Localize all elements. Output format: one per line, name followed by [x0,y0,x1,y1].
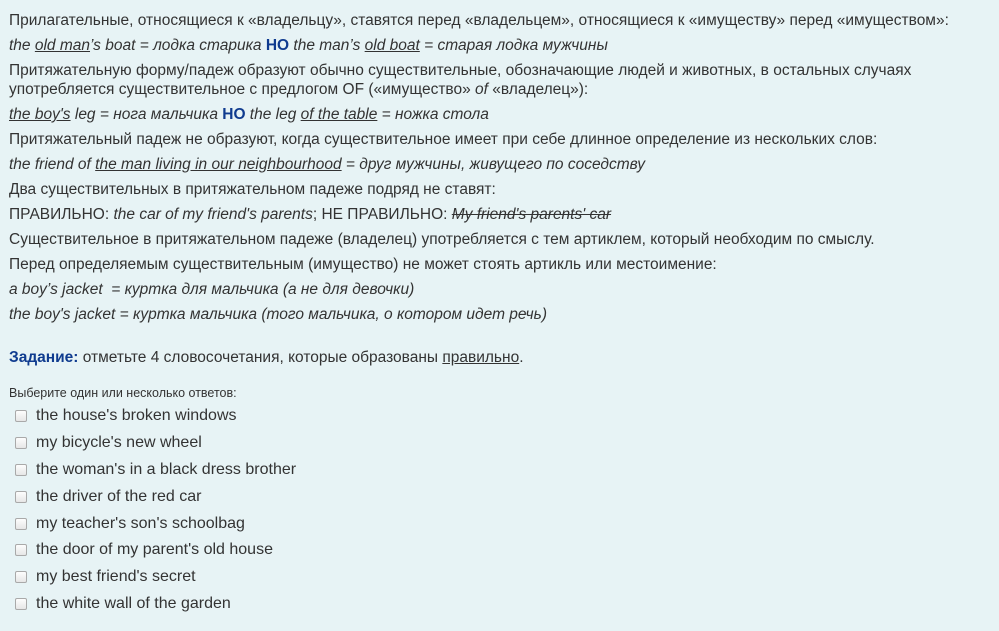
answer-option[interactable] [9,537,999,564]
checkbox[interactable] [15,544,27,556]
example-underlined: the boy's [9,106,71,123]
incorrect-label: ; НЕ ПРАВИЛЬНО: [312,206,452,223]
contrast-marker: НО [222,106,246,123]
rule-text: употребляется существительное с предлогом OF («имущество» [9,81,476,98]
task-statement [9,349,999,367]
option-label[interactable]: my teacher's son's schoolbag [36,514,245,532]
checkbox[interactable] [15,410,27,422]
rule-no-article: Перед определяемым существительным (имущество) не может стоять артикль или местоимение: [9,256,717,273]
task-emphasis: правильно [442,349,520,366]
rule-double-possessive: Два существительных в притяжательном падеже подряд не ставят: [9,181,496,198]
answer-list [9,403,999,617]
option-label[interactable]: the house's broken windows [36,407,237,425]
rule-text: «владелец»): [487,81,589,98]
option-label[interactable]: the woman's in a black dress brother [36,460,297,478]
example-text [246,106,489,123]
example-part: = друг мужчины, живущего по соседству [341,156,645,173]
example-jacket-the [9,305,999,324]
answer-option[interactable] [9,457,999,484]
example-possessive [9,105,999,124]
task-label: Задание: [9,349,79,366]
task-text: . [519,349,524,366]
rule-long-definition: Притяжательный падеж не образуют, когда существительное имеет при себе длинное определение из нескольких слов: [9,131,878,148]
example-text [9,106,222,123]
answer-option[interactable] [9,430,999,457]
example-underlined: old boat [364,37,420,54]
example-underlined: the man living in our neighbourhood [95,156,342,173]
answer-option[interactable] [9,403,999,430]
example-text [9,156,645,173]
rule-article: Существительное в притяжательном падеже (владелец) употребляется с тем артиклем, который необходим по смыслу. [9,231,875,248]
example-part: = старая лодка мужчины [419,37,608,54]
example-text [289,37,608,54]
contrast-marker: НО [265,37,290,54]
example-part: leg = нога мальчика [70,106,223,123]
checkbox[interactable] [15,464,27,476]
option-label[interactable]: the door of my parent's old house [36,541,273,559]
example-text: the boy's jacket = куртка мальчика (того мальчика, о котором идет речь) [9,306,547,323]
example-part: ’s boat = лодка старика [90,37,266,54]
option-label[interactable]: the driver of the red car [36,487,202,505]
task-text: отметьте 4 словосочетания, которые образованы [78,349,443,366]
example-double-possessive [9,205,999,224]
rule-possessive-form [9,61,969,99]
example-jacket-a [9,280,999,299]
answer-option[interactable] [9,510,999,537]
correct-example: the car of my friend's parents [113,206,313,223]
example-text: a boy’s jacket = куртка для мальчика (а не для девочки) [9,281,415,298]
checkbox[interactable] [15,491,27,503]
option-label[interactable]: the white wall of the garden [36,594,231,612]
example-text [9,37,266,54]
rule-of-word: of [475,81,488,98]
checkbox[interactable] [15,518,27,530]
answer-option[interactable] [9,564,999,591]
example-part: the [9,37,35,54]
option-label[interactable]: my bicycle's new wheel [36,434,202,452]
incorrect-example: My friend's parents' car [451,206,612,223]
answer-option[interactable] [9,591,999,618]
option-label[interactable]: my best friend's secret [36,568,196,586]
checkbox[interactable] [15,571,27,583]
checkbox[interactable] [15,437,27,449]
example-part: the friend of [9,156,96,173]
example-part: the man’s [289,37,365,54]
checkbox[interactable] [15,598,27,610]
answer-prompt: Выберите один или несколько ответов: [9,386,237,400]
example-underlined: old man [34,37,91,54]
correct-label: ПРАВИЛЬНО: [9,206,114,223]
rule-text: Притяжательную форму/падеж образуют обычно существительные, обозначающие людей и животных, в остальных случаях [9,62,912,79]
example-adjectives [9,36,999,55]
example-part: the leg [245,106,301,123]
answer-option[interactable] [9,483,999,510]
example-part: = ножка стола [377,106,489,123]
example-underlined: of the table [300,106,378,123]
example-long-definition [9,155,999,174]
rule-adjectives: Прилагательные, относящиеся к «владельцу», ставятся перед «владельцем», относящиеся к «имуществу» перед «имуществом»: [9,12,949,29]
